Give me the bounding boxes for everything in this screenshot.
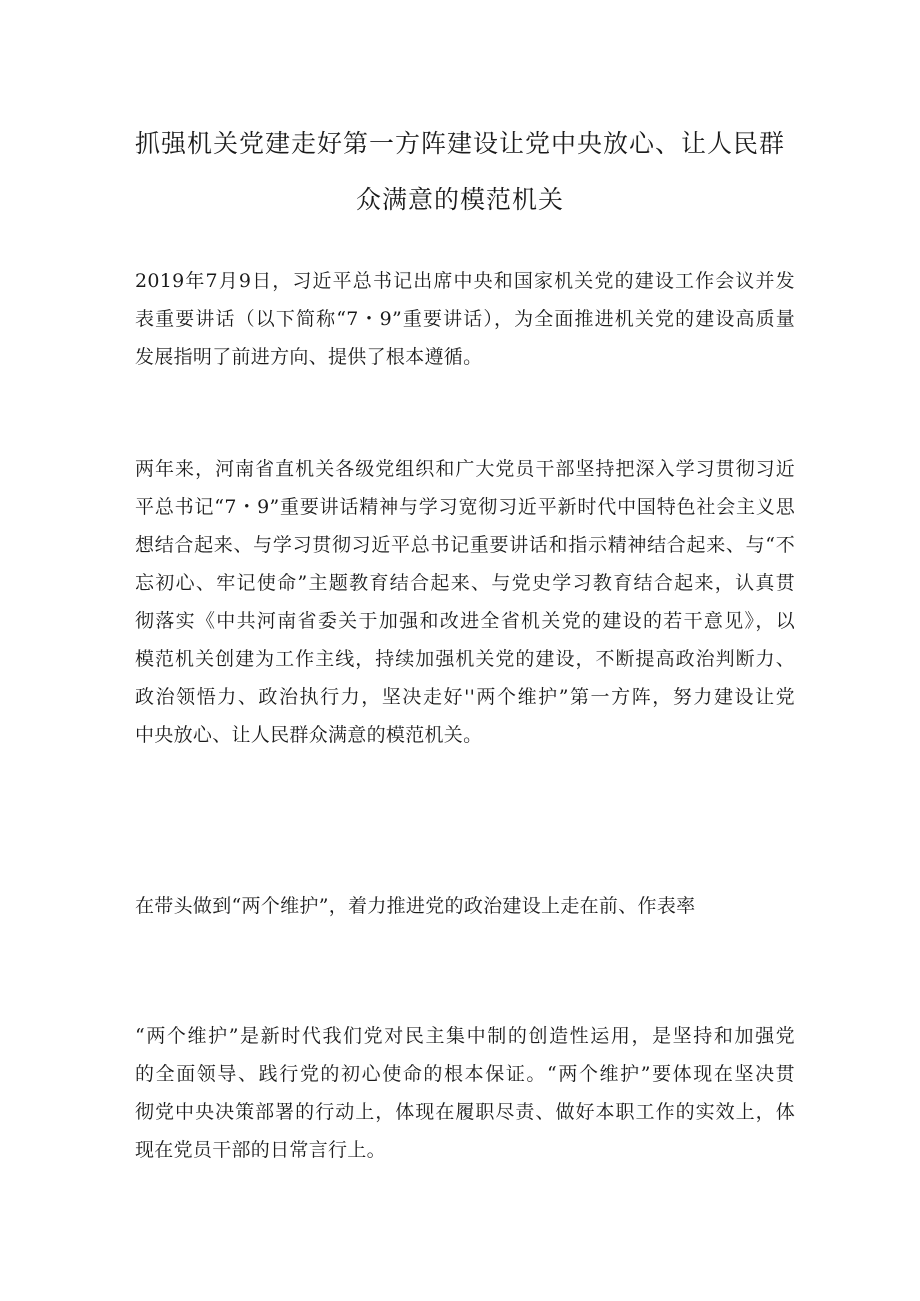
paragraph-intro: [135, 262, 795, 376]
paragraph-two-upholds: [135, 1017, 795, 1169]
paragraph-line: 想结合起来、与学习贯彻习近平总书记重要讲话和指示精神结合起来、与“不: [135, 534, 795, 556]
paragraph-two-years: [135, 450, 795, 754]
paragraph-line: 忘初心、牢记使命”主题教育结合起来、与党史学习教育结合起来，认真贯: [135, 572, 795, 594]
paragraph-line: 中央放心、让人民群众满意的模范机关。: [135, 724, 483, 746]
paragraph-line: “两个维护”是新时代我们党对民主集中制的创造性运用，是坚持和加强党: [135, 1025, 795, 1047]
document-title-line-1: 抓强机关党建走好第一方阵建设让党中央放心、让人民群: [134, 129, 785, 158]
section-heading: [135, 887, 795, 925]
paragraph-line: 两年来，河南省直机关各级党组织和广大党员干部坚持把深入学习贯彻习近: [135, 458, 795, 480]
paragraph-line: 彻落实《中共河南省委关于加强和改进全省机关党的建设的若干意见》，以: [135, 610, 795, 632]
paragraph-line: 模范机关创建为工作主线，持续加强机关党的建设，不断提高政治判断力、: [135, 648, 795, 670]
document-title-line-2: 众满意的模范机关: [355, 185, 564, 214]
paragraph-line: 的全面领导、践行党的初心使命的根本保证。“两个维护”要体现在坚决贯: [135, 1063, 795, 1085]
paragraph-line: 发展指明了前进方向、提供了根本遵循。: [135, 346, 483, 368]
paragraph-line: 表重要讲话（以下简称“7・9”重要讲话），为全面推进机关党的建设高质量: [135, 308, 795, 330]
paragraph-line: 政治领悟力、政治执行力，坚决走好''两个维护”第一方阵，努力建设让党: [135, 686, 795, 708]
paragraph-line: 彻党中央决策部署的行动上，体现在履职尽责、做好本职工作的实效上，体: [135, 1101, 795, 1123]
paragraph-line: 现在党员干部的日常言行上。: [135, 1139, 386, 1161]
paragraph-line: 2019年7月9日，习近平总书记出席中央和国家机关党的建设工作会议并发: [135, 270, 795, 292]
paragraph-line: 平总书记“7・9”重要讲话精神与学习宽彻习近平新时代中国特色社会主义思: [135, 496, 795, 518]
section-heading-text: 在带头做到“两个维护”，着力推进党的政治建设上走在前、作表率: [135, 895, 696, 917]
